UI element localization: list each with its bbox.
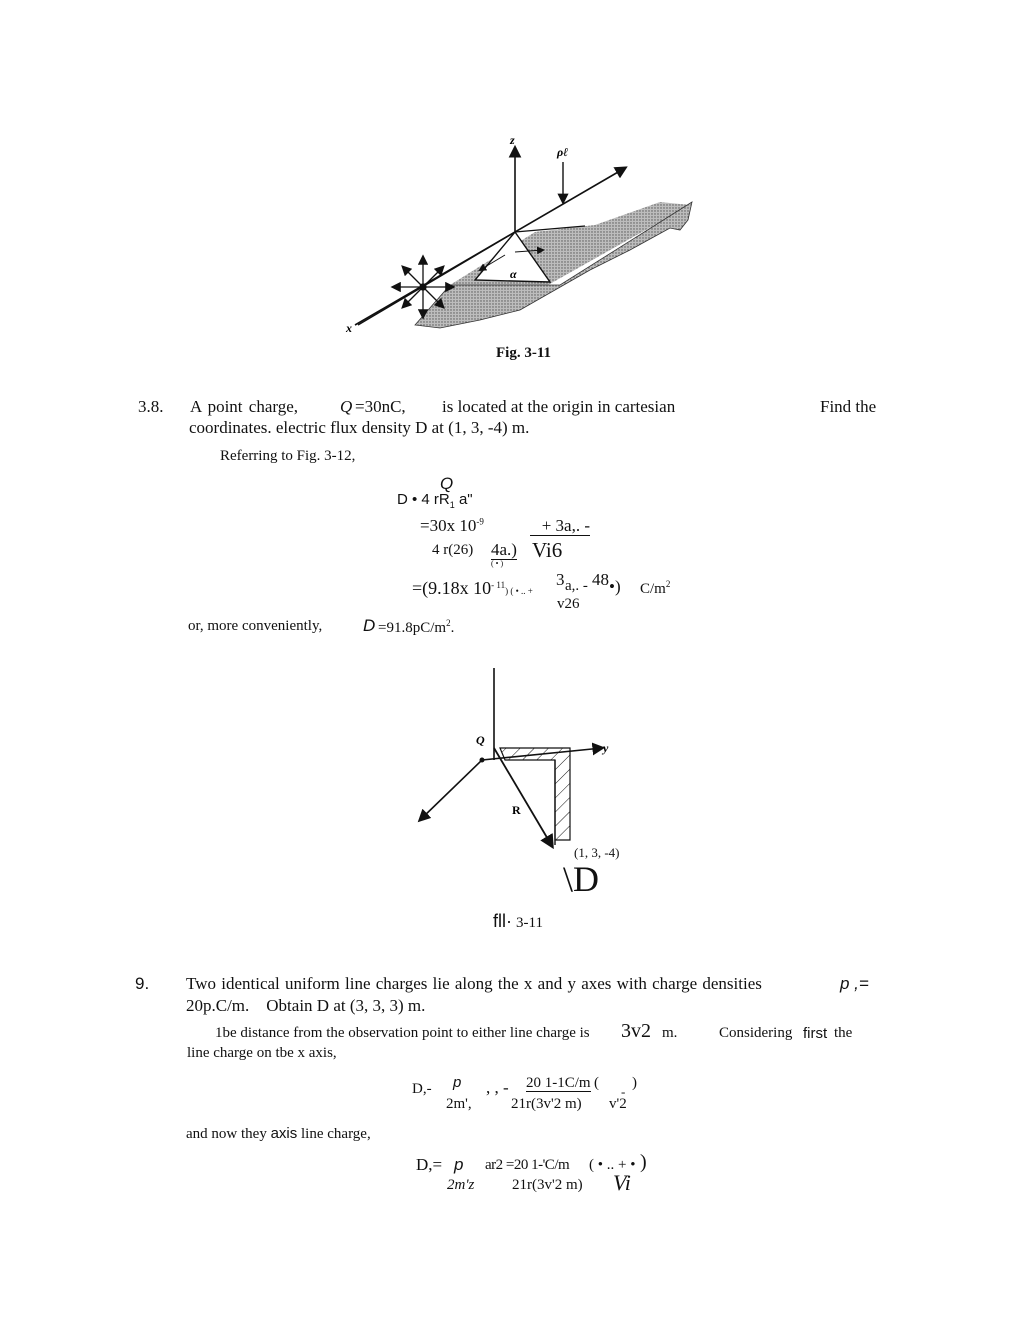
fig2-x-axis [420, 760, 482, 820]
problem-9-line2: 20p.C/m. Obtain D at (3, 3, 3) m. [186, 996, 426, 1015]
problem-8-line1a: A point charge, [190, 397, 299, 416]
fig1-label-rho: ρℓ [557, 145, 569, 159]
eq9-1-ax: , , - [486, 1078, 509, 1097]
fig2-label-r: R [512, 803, 521, 817]
eq4-units: $C/m^2$ [640, 579, 671, 597]
problem-9-text1f: the [834, 1025, 853, 1041]
eq4-a: a,. - [565, 578, 588, 594]
figure-3-11-line-charge-diagram [330, 120, 710, 370]
fig1-label-z: z [510, 133, 515, 147]
problem-8-line2: coordinates. electric flux density D at (1, 3, -4) m. [189, 418, 530, 437]
eq1: D • 4 $rR_1$ a" [397, 491, 473, 510]
eq9-1-paren-close: ) [632, 1075, 637, 1091]
eq4-3: 3 [556, 570, 565, 589]
eq9-1-denom-b: 21r(3v'2 m) [511, 1096, 582, 1112]
eq9-2-lhs: D,= [416, 1155, 443, 1174]
eq3-term: 4a.) [491, 540, 517, 559]
problem-9-density-symbol: p ,= [840, 974, 869, 993]
fig1-label-x: x [346, 321, 352, 335]
problem-8-number: 3.8. [138, 397, 164, 416]
problem-9-text1d: Considering [719, 1025, 793, 1041]
problem-9-text1a: 1be distance from the observation point to either line charge is [215, 1025, 590, 1041]
fig2-label-y: y [603, 741, 609, 755]
eq9-1-denom-a: 2m', [446, 1096, 472, 1112]
eq4-close: •) [609, 577, 621, 596]
problem-9-text3: and now they axis line charge, [186, 1125, 371, 1142]
eq2-left: =30x $10^{-9}$ [420, 516, 484, 535]
problem-8-reference: Referring to Fig. 3-12, [220, 448, 356, 464]
fig2-r-vector [494, 748, 552, 846]
eq9-2-p: p [454, 1155, 464, 1174]
eq9-1-p: p [453, 1074, 462, 1091]
problem-9-text1e: first [803, 1025, 828, 1042]
eq9-2-vec: ( • .. + • [589, 1157, 636, 1173]
eq4-48: 48 [592, 570, 609, 589]
eq9-1-num: 20 1-1C/m [526, 1075, 591, 1091]
eq3-root: Vi6 [532, 538, 563, 562]
problem-9-number: 9. [135, 974, 150, 993]
alt-d: D [363, 616, 376, 635]
eq9-1-denom-c: v'2 [609, 1096, 627, 1112]
eq2-right: + 3a,. - [524, 516, 590, 536]
eq4-left: =(9.18x $10^{- 11}$) ( • .. + [412, 578, 533, 598]
eq9-2-num: ar2 =20 1-'C/m [485, 1157, 570, 1173]
eq9-2-close: ) [640, 1151, 647, 1173]
eq-q: Q [440, 474, 454, 493]
eq9-2-denom-c: Vi [613, 1170, 631, 1195]
eq4-denominator: v26 [557, 596, 580, 612]
figure-3-12-point-charge-diagram [410, 660, 630, 860]
eq3-denominator: 4 r(26) [432, 542, 474, 558]
problem-9-text1c: m. [662, 1025, 678, 1041]
eq9-2-denom-a: 2m'z [447, 1177, 475, 1193]
eq9-1-lhs: D,- [412, 1081, 432, 1097]
problem-8-q: Q [340, 397, 353, 416]
problem-8-line1d: Find the [820, 397, 877, 416]
problem-9-line1: Two identical uniform line charges lie along the x and y axes with charge densities [186, 974, 762, 993]
problem-8-line1c: is located at the origin in cartesian [442, 397, 676, 416]
fig1-label-alpha: α [510, 267, 517, 281]
problem-9-text2: line charge on tbe x axis, [187, 1045, 337, 1061]
fig2-label-d: \D [563, 859, 599, 899]
fig2-label-q: Q [476, 733, 485, 747]
eq3-dot: ( • ) [491, 559, 504, 568]
problem-8-charge-value: =30nC, [355, 397, 406, 416]
fig2-hatched-box [500, 748, 570, 840]
fig2-point-coords: (1, 3, -4) [574, 845, 620, 860]
problem-9-distance: 3v2 [621, 1020, 651, 1042]
fig2-origin-point [480, 758, 485, 763]
eq9-1-paren-open: ( [594, 1075, 599, 1091]
eq9-2-denom-b: 21r(3v'2 m) [512, 1177, 583, 1193]
eq9-1-dash: - [621, 1084, 626, 1099]
figure-2-caption: fll· 3-11 [493, 911, 543, 931]
alt-value: $=91.8pC/m^2$. [378, 618, 455, 636]
figure-1-caption: Fig. 3-11 [496, 345, 551, 361]
alt-text: or, more conveniently, [188, 618, 323, 634]
